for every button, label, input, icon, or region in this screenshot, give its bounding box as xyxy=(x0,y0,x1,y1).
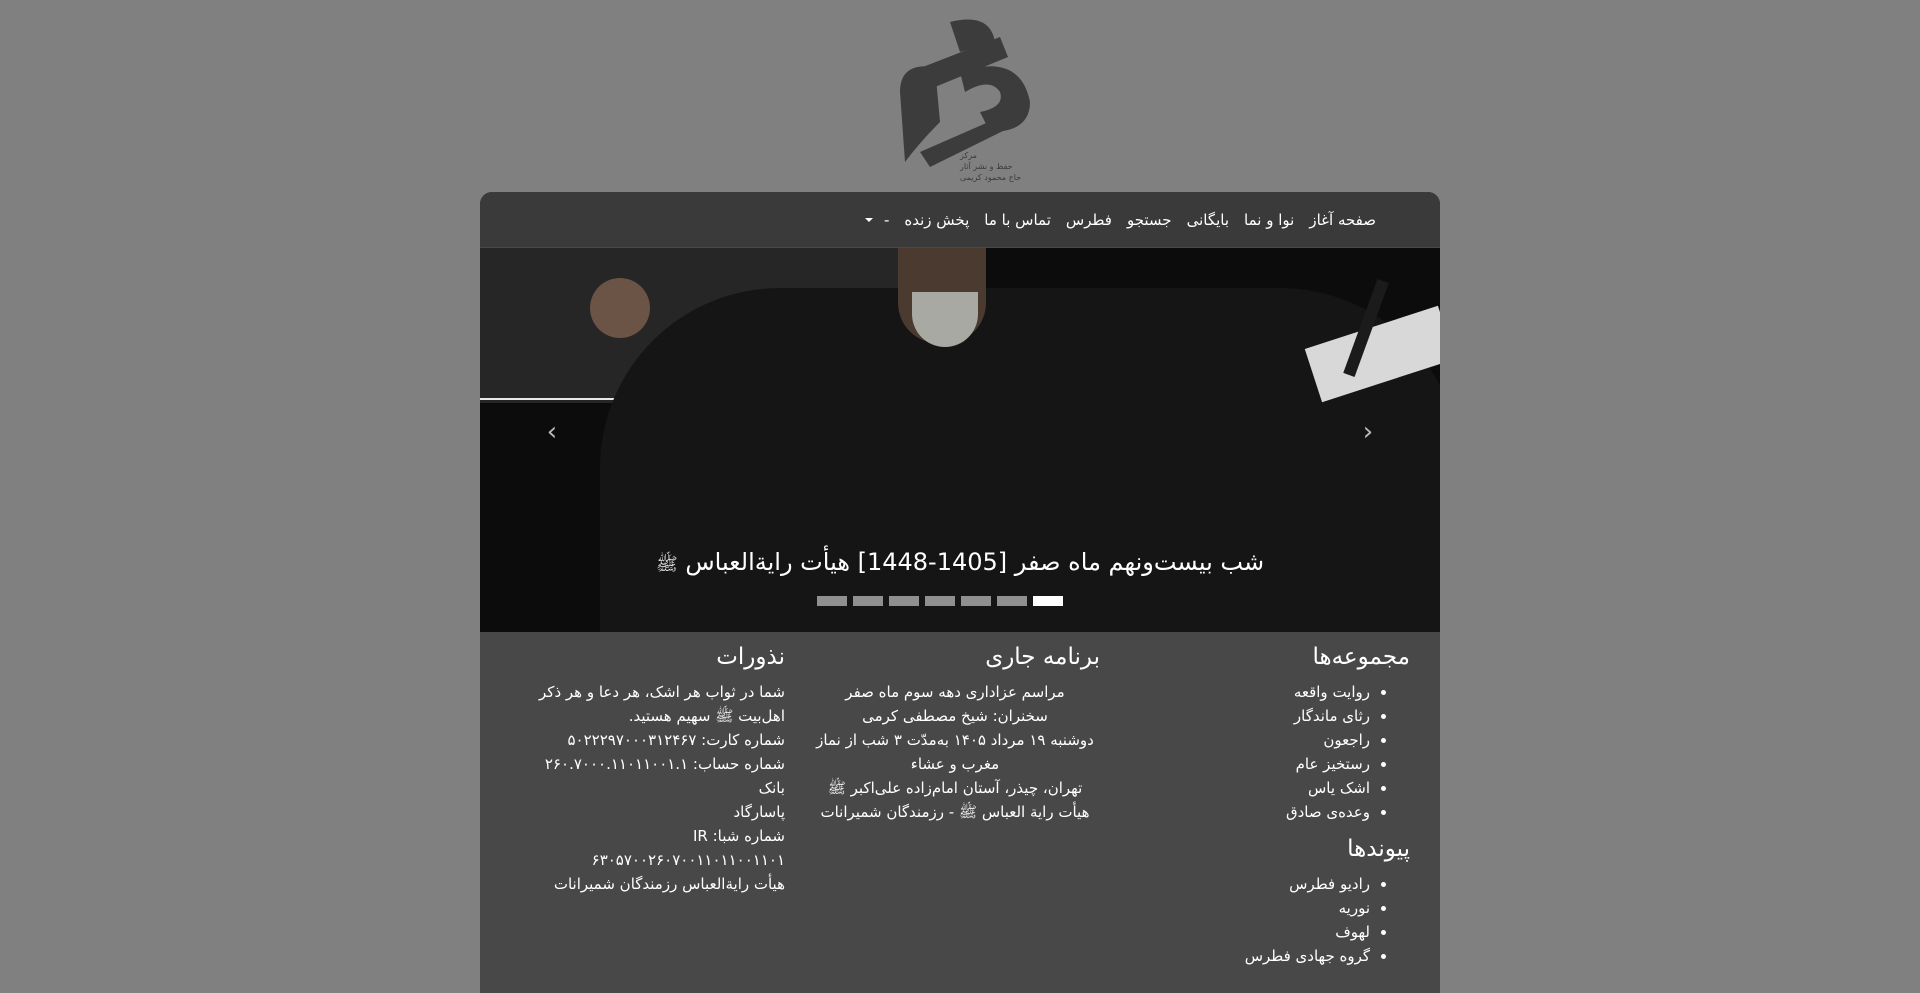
collection-item[interactable]: • اشک یاس xyxy=(1170,776,1370,800)
nav-dropdown-label: - xyxy=(883,210,890,229)
vows-line: شما در ثواب هر اشک، هر دعا و هر ذکر xyxy=(539,683,785,701)
vows-account-number: شماره حساب: ۲۶۰.۷۰۰۰.۱۱۰۱۱۰۰۱.۱ بانک xyxy=(544,755,785,797)
link-item[interactable]: • نوریه xyxy=(1170,896,1370,920)
logo-caption xyxy=(960,150,1040,183)
carousel-indicator[interactable] xyxy=(889,596,919,606)
vows-section xyxy=(520,644,785,896)
seal-glyph-icon: ﷺ xyxy=(655,554,678,575)
collections-section xyxy=(1170,644,1410,968)
current-program-section xyxy=(810,644,1100,824)
carousel-caption xyxy=(480,548,1440,579)
collection-item[interactable]: • روایت واقعه xyxy=(1170,680,1370,704)
carousel-next-button[interactable] xyxy=(1356,417,1380,447)
collection-item[interactable]: • رستخیز عام xyxy=(1170,752,1370,776)
program-line: دوشنبه ۱۹ مرداد ۱۴۰۵ به‌مدّت ۳ شب از نماز xyxy=(816,731,1094,749)
carousel-indicator[interactable] xyxy=(1033,596,1063,606)
link-item[interactable]: • لهوف xyxy=(1170,920,1370,944)
vows-title: نذورات xyxy=(716,644,785,670)
program-line: تهران، چیذر، آستان امام‌زاده علی‌اکبر ﷺ xyxy=(827,779,1083,797)
carousel-indicator[interactable] xyxy=(961,596,991,606)
nav-fotros[interactable]: فطرس xyxy=(1065,210,1112,229)
logo-caption-line: مرکز xyxy=(960,151,977,160)
carousel-prev-button[interactable] xyxy=(540,417,564,447)
chevron-left-icon: ‹ xyxy=(546,417,558,447)
carousel-caption-text: شب بیست‌ونهم ماه صفر [1405-1448] هیأت رایة‌العباس xyxy=(685,548,1265,576)
collections-title: مجموعه‌ها xyxy=(1312,644,1410,670)
carousel-indicator[interactable] xyxy=(817,596,847,606)
current-program-title: برنامه جاری xyxy=(985,644,1100,670)
carousel-indicator[interactable] xyxy=(925,596,955,606)
nav-contact[interactable]: تماس با ما xyxy=(984,210,1051,229)
main-container xyxy=(480,192,1440,993)
nav-home[interactable]: صفحه آغاز xyxy=(1309,210,1376,229)
vows-line: پاسارگاد xyxy=(733,803,785,821)
hero-figure-hand xyxy=(590,278,650,338)
hero-carousel[interactable] xyxy=(480,248,1440,632)
program-line: مغرب و عشاء xyxy=(910,755,1000,773)
nav-archive[interactable]: بایگانی xyxy=(1186,210,1230,229)
carousel-indicator[interactable] xyxy=(997,596,1027,606)
nav-media[interactable]: نوا و نما xyxy=(1244,210,1295,229)
link-item[interactable]: • گروه جهادی فطرس xyxy=(1170,944,1370,968)
caret-down-icon xyxy=(865,218,873,222)
logo-caption-line: حفظ و نشر آثار xyxy=(960,162,1013,171)
links-title: پیوندها xyxy=(1347,836,1410,862)
logo-caption-line: حاج محمود کریمی xyxy=(960,173,1022,182)
vows-details xyxy=(520,680,785,896)
current-program-details xyxy=(810,680,1100,824)
program-line: هیأت رایة العباس ﷺ - رزمندگان شمیرانات xyxy=(820,803,1090,821)
main-navbar xyxy=(480,192,1440,247)
carousel-indicators xyxy=(817,596,1063,606)
site-logo[interactable] xyxy=(880,12,1040,192)
vows-sheba-number: شماره شبا: IR ۶۳۰۵۷۰۰۲۶۰۷۰۰۱۱۰۱۱۰۰۱۱۰۱ xyxy=(591,827,785,869)
vows-line: هیأت رایة‌العباس رزمندگان شمیرانات xyxy=(553,875,785,893)
link-item[interactable]: • رادیو فطرس xyxy=(1170,872,1370,896)
nav-live[interactable]: پخش زنده xyxy=(904,210,970,229)
vows-card-number: شماره کارت: ۵۰۲۲۲۹۷۰۰۰۳۱۲۴۶۷ xyxy=(567,731,785,749)
program-line: مراسم عزاداری دهه سوم ماه صفر xyxy=(845,683,1065,701)
chevron-right-icon: › xyxy=(1362,417,1374,447)
nav-search[interactable]: جستجو xyxy=(1126,210,1172,229)
links-list xyxy=(1170,872,1410,968)
collection-item[interactable]: • راجعون xyxy=(1170,728,1370,752)
hero-figure-robe xyxy=(600,288,1440,632)
collection-item[interactable]: • رثای ماندگار xyxy=(1170,704,1370,728)
carousel-indicator[interactable] xyxy=(853,596,883,606)
collections-list xyxy=(1170,680,1410,824)
collection-item[interactable]: • وعده‌ی صادق xyxy=(1170,800,1370,824)
program-line: سخنران: شیخ مصطفی کرمی xyxy=(862,707,1048,725)
nav-dropdown[interactable] xyxy=(865,211,889,229)
vows-line: اهل‌بیت ﷺ سهیم هستید. xyxy=(628,707,785,725)
